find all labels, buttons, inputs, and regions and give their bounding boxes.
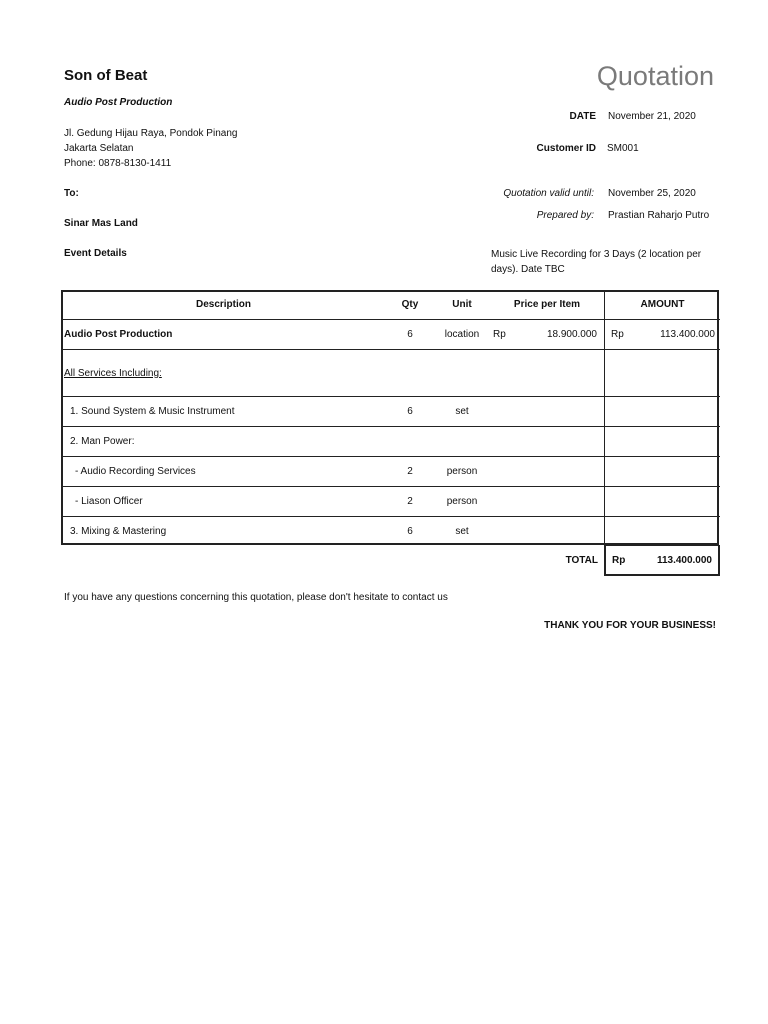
row-unit: set bbox=[434, 397, 490, 427]
header-price: Price per Item bbox=[490, 290, 605, 320]
date-label: DATE bbox=[569, 111, 596, 122]
row-qty bbox=[386, 427, 434, 457]
row-qty: 6 bbox=[386, 320, 434, 350]
row-price bbox=[490, 517, 605, 547]
row-amount bbox=[605, 517, 721, 547]
event-details-value: Music Live Recording for 3 Days (2 location per days). Date TBC bbox=[491, 249, 702, 275]
row-price bbox=[490, 427, 605, 457]
row-amount bbox=[605, 320, 721, 350]
row-qty: 6 bbox=[407, 526, 413, 537]
table-row bbox=[61, 487, 720, 517]
total-box bbox=[604, 545, 720, 576]
price-currency: Rp bbox=[493, 329, 506, 340]
total-value: 113.400.000 bbox=[656, 554, 712, 566]
prepared-by-label: Prepared by: bbox=[536, 210, 594, 221]
row-description: Audio Post Production bbox=[61, 320, 386, 350]
table-row bbox=[61, 350, 720, 397]
row-unit bbox=[434, 350, 490, 397]
total-label: TOTAL bbox=[565, 555, 598, 566]
row-qty: 2 bbox=[386, 487, 434, 517]
row-amount bbox=[605, 457, 721, 487]
table-row bbox=[61, 517, 720, 547]
row-unit: person bbox=[434, 487, 490, 517]
valid-until-label: Quotation valid until: bbox=[503, 188, 594, 199]
row-description: - Audio Recording Services bbox=[61, 457, 386, 487]
header-qty: Qty bbox=[386, 290, 434, 320]
table-header-row bbox=[61, 290, 720, 320]
company-tagline: Audio Post Production bbox=[64, 97, 173, 108]
row-description: 3. Mixing & Mastering bbox=[70, 526, 167, 537]
contact-note: If you have any questions concerning this quotation, please don't hesitate to contact us bbox=[64, 592, 448, 603]
row-qty bbox=[386, 350, 434, 397]
table-row bbox=[61, 397, 720, 427]
row-description: - Liason Officer bbox=[61, 487, 386, 517]
amount-currency: Rp bbox=[611, 329, 624, 340]
row-unit: location bbox=[434, 320, 490, 350]
row-price bbox=[490, 350, 605, 397]
event-details-label: Event Details bbox=[64, 248, 127, 259]
prepared-by-value: Prastian Raharjo Putro bbox=[608, 210, 710, 221]
table-row bbox=[61, 427, 720, 457]
customer-id-label: Customer ID bbox=[536, 143, 596, 154]
table-row bbox=[61, 320, 720, 350]
document-title: Quotation bbox=[596, 61, 714, 91]
row-unit: set bbox=[455, 526, 469, 537]
customer-id-value: SM001 bbox=[607, 143, 639, 154]
address-line-1: Jl. Gedung Hijau Raya, Pondok Pinang bbox=[64, 128, 238, 139]
row-unit bbox=[434, 427, 490, 457]
company-name: Son of Beat bbox=[64, 67, 148, 84]
address-line-2: Jakarta Selatan bbox=[64, 143, 134, 154]
row-price bbox=[490, 320, 605, 350]
row-amount bbox=[605, 487, 721, 517]
valid-until-value: November 25, 2020 bbox=[608, 188, 696, 199]
amount-value: 113.400.000 bbox=[660, 329, 715, 340]
date-value: November 21, 2020 bbox=[608, 111, 696, 122]
thank-you-note: THANK YOU FOR YOUR BUSINESS! bbox=[544, 620, 716, 631]
to-label: To: bbox=[64, 188, 79, 199]
row-unit: person bbox=[434, 457, 490, 487]
price-value: 18.900.000 bbox=[546, 329, 597, 340]
total-currency: Rp bbox=[612, 554, 626, 566]
row-price bbox=[490, 487, 605, 517]
row-amount bbox=[605, 397, 721, 427]
row-price bbox=[490, 397, 605, 427]
quotation-table bbox=[61, 290, 720, 546]
row-qty: 6 bbox=[386, 397, 434, 427]
phone-number: Phone: 0878-8130-1411 bbox=[64, 158, 172, 169]
row-description bbox=[61, 350, 386, 397]
recipient-name: Sinar Mas Land bbox=[64, 218, 138, 229]
table-row bbox=[61, 457, 720, 487]
row-description: 1. Sound System & Music Instrument bbox=[61, 397, 386, 427]
row-description: 2. Man Power: bbox=[61, 427, 386, 457]
header-description: Description bbox=[61, 290, 386, 320]
header-unit: Unit bbox=[434, 290, 490, 320]
header-amount: AMOUNT bbox=[605, 290, 721, 320]
services-heading: All Services Including: bbox=[64, 367, 162, 379]
row-qty: 2 bbox=[386, 457, 434, 487]
row-amount bbox=[605, 427, 721, 457]
row-amount bbox=[605, 350, 721, 397]
row-price bbox=[490, 457, 605, 487]
